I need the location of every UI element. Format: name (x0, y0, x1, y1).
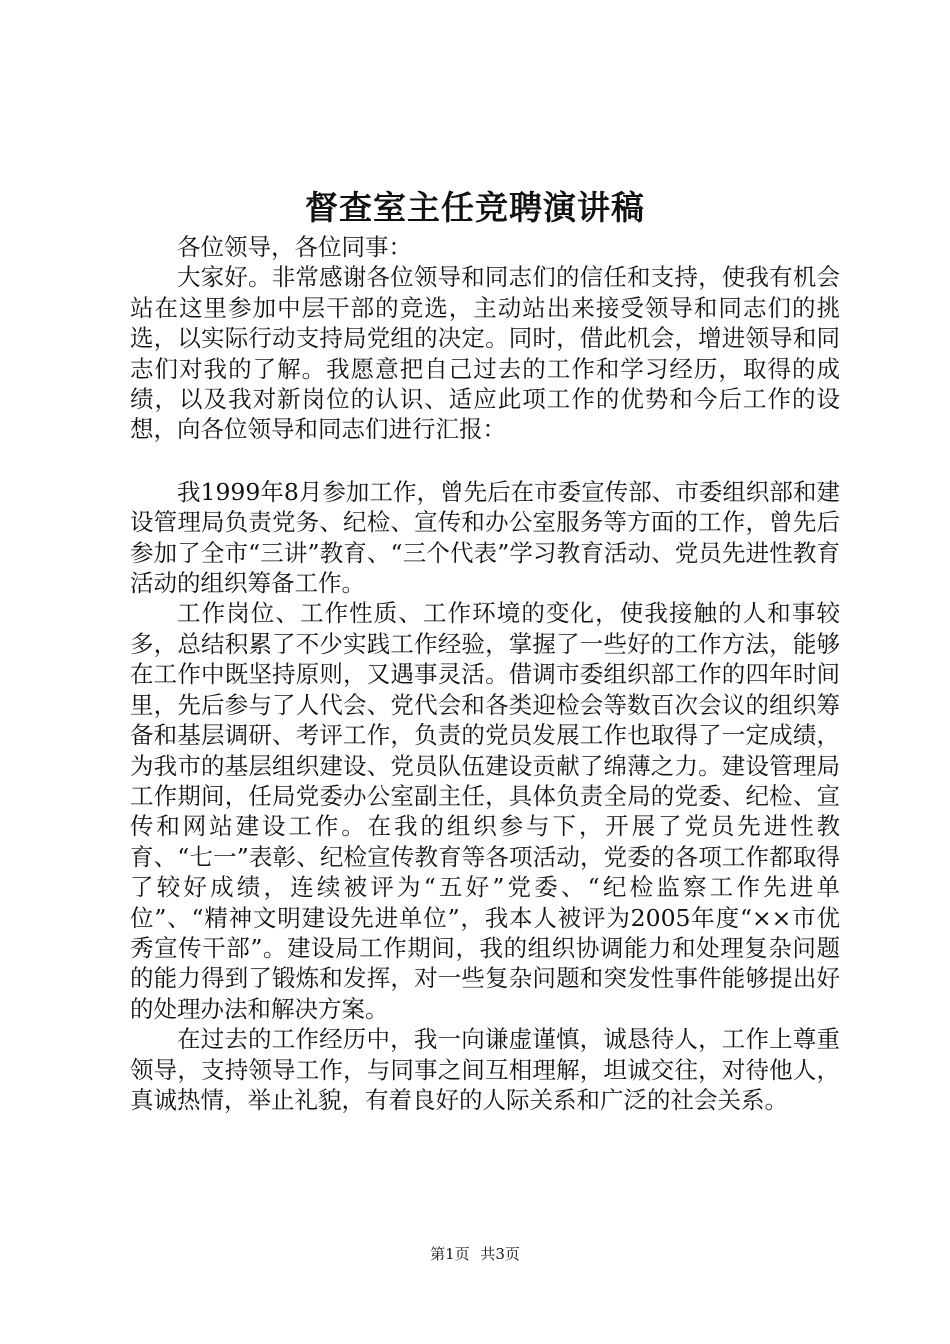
paragraph-intro: 大家好。非常感谢各位领导和同志们的信任和支持，使我有机会站在这里参加中层干部的竞选，主动站出来接受领导和同志们的挑选，以实际行动支持局党组的决定。同时，借此机会，增进领导和同志们对我的了解。我愿意把自己过去的工作和学习经历，取得的成绩，以及我对新岗位的认识、适应此项工作的优势和今后工作的设想，向各位领导和同志们进行汇报： (130, 263, 840, 444)
paragraph-personality: 在过去的工作经历中，我一向谦虚谨慎，诚恳待人，工作上尊重领导，支持领导工作，与同事之间互相理解，坦诚交往，对待他人，真诚热情，举止礼貌，有着良好的人际关系和广泛的社会关系。 (130, 1025, 840, 1114)
page-footer (0, 1244, 950, 1264)
page-number: 第1页 (430, 1245, 470, 1263)
page-total: 共3页 (480, 1245, 520, 1263)
paragraph-achievements: 工作岗位、工作性质、工作环境的变化，使我接触的人和事较多，总结积累了不少实践工作经验，掌握了一些好的工作方法，能够在工作中既坚持原则，又遇事灵活。借调市委组织部工作的四年时间里，先后参与了人代会、党代会和各类迎检会等数百次会议的组织筹备和基层调研、考评工作，负责的党员发展工作也取得了一定成绩，为我市的基层组织建设、党员队伍建设贡献了绵薄之力。建设管理局工作期间，任局党委办公室副主任，具体负责全局的党委、纪检、宣传和网站建设工作。在我的组织参与下，开展了党员先进性教育、“七一”表彰、纪检宣传教育等各项活动，党委的各项工作都取得了较好成绩，连续被评为“五好”党委、“纪检监察工作先进单位”、“精神文明建设先进单位”，我本人被评为2005年度“××市优秀宣传干部”。建设局工作期间，我的组织协调能力和处理复杂问题的能力得到了锻炼和发挥，对一些复杂问题和突发性事件能够提出好的处理办法和解决方案。 (130, 599, 840, 1023)
paragraph-spacer (130, 445, 840, 477)
salutation: 各位领导，各位同事： (177, 233, 412, 261)
document-body (130, 232, 840, 1115)
paragraph-experience: 我1999年8月参加工作，曾先后在市委宣传部、市委组织部和建设管理局负责党务、纪检、宣传和办公室服务等方面的工作，曾先后参加了全市“三讲”教育、“三个代表”学习教育活动、党员先进性教育活动的组织筹备工作。 (130, 477, 840, 598)
document-title: 督查室主任竞聘演讲稿 (305, 188, 645, 227)
